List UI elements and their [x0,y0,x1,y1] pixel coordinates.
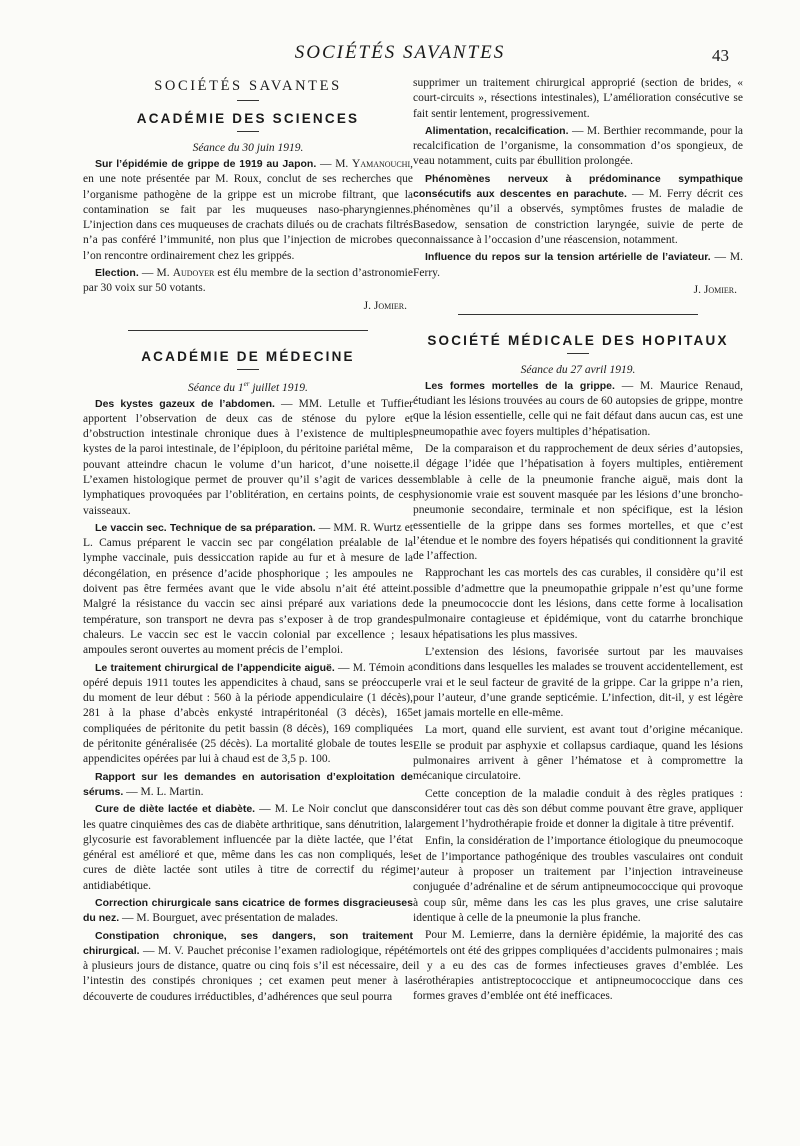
article-aviateur: Influence du repos sur la tension artérielle de l’aviateur. — M. Ferry. [413,251,743,279]
signature: J. Jomier. [693,283,737,296]
article-alimentation: Alimentation, recalcification. — M. Berthier recommande, pour la recalcification de l’organisme, la consommation d’os spongieux, de veau notamment, cuits par ébullition prolongée. [413,124,744,168]
article-title: Le traitement chirurgical de l’appendicite aiguë. [95,661,335,674]
article-constipation: Constipation chronique, ses dangers, son traitement chirurgical. — M. V. Pauchet préconise l’examen radiologique, répété à plusieurs jours de distance, quatre ou cinq fois s’il est nécessaire, de l’intestin des constipés chroniques ; cet examen peut mener à la découverte de coudures irréductibles, d’adhérences que seul pourra [83,929,413,1003]
academie-medecine-title: ACADÉMIE DE MÉDECINE [141,348,355,364]
article-title: Correction chirurgicale sans cicatrice de formes disgracieuses du nez. [83,897,413,925]
signature: J. Jomier. [363,299,407,312]
article-election: Election. — M. Audoyer est élu membre de la section d’astronomie par 30 voix sur 50 votants. [83,267,413,295]
article-title: Des kystes gazeux de l’abdomen. [95,397,275,410]
article-vaccin: Le vaccin sec. Technique de sa préparation. — MM. R. Wurtz et L. Camus préparent le vaccin sec par congélation préalable de la lymphe vaccinale, puis dessiccation rapide au fur et à mesure de la décongélation, en présence d’acide phosphorique ; les ampoules ne doivent pas être fermées avant que le vide absolu n’ait été atteint. Malgré la résistance du vaccin sec ainsi préparé aux variations de température, son transport ne devra pas s’exposer à de trop grandes chaleurs. Le vaccin sec est le vaccin colonial par excellence ; les ampoules seront ouvertes au moment précis de l’emploi. [83,521,413,657]
article-serums: Rapport sur les demandes en autorisation d’exploitation de sérums. — M. L. Martin. [83,770,413,798]
seance-date: Séance du 1er juillet 1919. [188,379,308,394]
divider [237,369,259,370]
author-name: Yamanouchi [352,158,411,170]
article-title: Rapport sur les demandes en autorisation d’exploitation de sérums. [83,770,413,798]
divider [237,131,259,132]
article-title: Alimentation, recalcification. [425,124,569,137]
article-grippe-japon: Sur l’épidémie de grippe de 1919 au Japon. — M. Yamanouchi, en une note présentée par M. Roux, conclut de ses recherches que l’organisme pathogène de la grippe est un microbe filtrant, que la contamination se fait par les muqueuses naso-pharyngiennes. L’injection dans ces muqueuses de crachats dilués ou de crachats filtrés n’a pas conféré l’immunité, non plus que l’injection de microbes que l’on rencontre ordinairement chez les grippés. [83,158,413,262]
article-title: Cure de diète lactée et diabète. [95,803,256,816]
article-title: Phénomènes nerveux à prédominance sympathique consécutifs aux descentes en parachute. [413,172,743,201]
article-appendicite: Le traitement chirurgical de l’appendicite aiguë. — M. Témoin a opéré depuis 1911 toutes les appendicites à chaud, sans se préoccuper du moment de leur début : 560 à la période appendiculaire (1 décès), 281 à la phase d’abcès enkysté intrapéritonéal (3 décès), 165 compliquées de péritonite du petit bassin (8 décès), 169 compliquées de péritonite généralisée (25 décès). La mortalité globale de toutes les appendicites opérées par lui à chaud est de 3,5 p. 100. [83,661,413,766]
divider [567,353,589,354]
paragraph: L’extension des lésions, favorisée surtout par les mauvaises conditions dans lesquelles les malades se trouvent accidentellement, est le vrai et le seul facteur de gravité de la grippe. Car la grippe n’a rien, pour l’auteur, d’une grande septicémie. L’infection, dit-il, y est légère et jamais mortelle en elle-même. [413,645,743,720]
paragraph: Cette conception de la maladie conduit à des règles pratiques : considérer tout cas dès son début comme pouvant être grave, appliquer largement l’hydrothérapie froide et donner la digitale à titre préventif. [413,787,743,831]
seance-date: Séance du 27 avril 1919. [520,363,636,376]
article-formes-mortelles: Les formes mortelles de la grippe. — M. Maurice Renaud, étudiant les lésions trouvées au cours de 60 autopsies de grippe, montre que la lésion essentielle, celle qui ne fait défaut dans aucun cas, est une pneumopathie avec foyers multiples d’hépatisation. [413,379,744,438]
paragraph: Pour M. Lemierre, dans la dernière épidémie, la majorité des cas mortels ont été des grippes compliquées d’accidents pulmonaires ; mais il y a eu des cas de formes infectieuses graves d’emblée. Les sérothérapies antistreptococcique et antipneumococcique dans ces formes graves d’emblée ont été inefficaces. [413,929,743,1003]
section-separator [458,314,698,315]
paragraph: Enfin, la considération de l’importance étiologique du pneumocoque et de l’importance pathogénique des troubles vasculaires ont conduit l’auteur à proposer un traitement par l’injection intraveineuse conjuguée d’adrénaline et de sérum antipneumococcique qui provoque à coup sûr, même dans les cas les plus graves, une crise salutaire identique à celle de la pneumonie la plus franche. [413,835,743,924]
seance-date: Séance du 30 juin 1919. [192,142,304,154]
article-constipation-continued: supprimer un traitement chirurgical approprié (section de brides, « court-circuits », résections intestinales), L’amélioration consécutive se fait sentir lentement, progressivement. [413,77,743,120]
academie-sciences-title: ACADÉMIE DES SCIENCES [136,111,360,126]
article-kystes: Des kystes gazeux de l’abdomen. — MM. Letulle et Tuffier apportent l’observation de deux cas de sténose du pylore et d’obstruction intestinale chronique dues à l’existence de multiples kystes de la paroi intestinale, de l’épiploon, du péritoine pariétal même, pouvant atteindre chacun le volume d’un haricot, d’une noisette. L’examen histologique permet de prouver qu’il s’agit de varices des lymphatiques provoquées par l’oblitération, en certains points, de ces vaisseaux. [83,397,414,517]
paragraph: La mort, quand elle survient, est avant tout d’origine mécanique. Elle se produit par asphyxie et collapsus cardiaque, quand les lésions pulmonaires arrivent à gêner l’hématose et à compromettre la mécanique circulatoire. [413,724,743,783]
right-column [413,76,743,1007]
article-title: Election. [95,267,139,280]
paragraph: Rapprochant les cas mortels des cas curables, il considère qu’il est possible d’admettre que la pneumopathie grippale n’est qu’une forme de la pneumococcie dont les lésions, dans cette forme à localisation pulmonaire contagieuse et épidémique, vont du catarrhe bronchique aux hépatisations les plus massives. [413,567,743,641]
page-number: 43 [712,46,729,65]
left-column [83,76,413,1007]
societe-hopitaux-title: SOCIÉTÉ MÉDICALE DES HOPITAUX [427,332,729,348]
article-parachute: Phénomènes nerveux à prédominance sympathique consécutifs aux descentes en parachute. — M. Ferry décrit ces phénomènes qu’il a observés, symptômes frustes de maladie de Basedow, sensation de constriction laryngée, suivie de perte de connaissance à l’occasion d’une réascension, notamment. [413,172,743,246]
running-title: SOCIÉTÉS SAVANTES [294,42,506,63]
section-separator [128,330,368,331]
article-title: Constipation chronique, ses dangers, son traitement chirurgical. [83,929,413,957]
author-name: Audoyer [172,267,215,280]
divider [237,100,259,101]
section-main-title: SOCIÉTÉS SAVANTES [154,78,342,94]
article-title: Sur l’épidémie de grippe de 1919 au Japon. [95,158,317,170]
article-title: Influence du repos sur la tension artérielle de l’aviateur. [425,251,711,264]
article-title: Le vaccin sec. Technique de sa préparation. [95,521,316,534]
article-title: Les formes mortelles de la grippe. [425,379,615,392]
article-nez: Correction chirurgicale sans cicatrice de formes disgracieuses du nez. — M. Bourguet, avec présentation de malades. [83,897,413,925]
article-diete-lactee: Cure de diète lactée et diabète. — M. Le Noir conclut que dans les quatre cinquièmes des cas de diabète arthritique, sans dénutrition, la glycosurie est favorablement influencée par la diète lactée, que l’état général est amélioré et que, même dans les cas non compliqués, les cures de diète lactée sont utiles à titre de correctif du régime antidiabétique. [83,803,414,892]
paragraph: De la comparaison et du rapprochement de deux séries d’autopsies, il dégage l’idée que l’hépatisation à foyers multiples, entièrement semblable à celle de la pneumonie franche aiguë, mais dont la physionomie vraie est souvent masquée par les lésions d’une broncho-pneumonie secondaire, terminale et non spécifique, est la lésion essentielle de la grippe dans ses formes mortelles, et que c’est l’étendue et le nombre des foyers hépatisés qui conditionnent la gravité de l’affection. [413,443,743,563]
